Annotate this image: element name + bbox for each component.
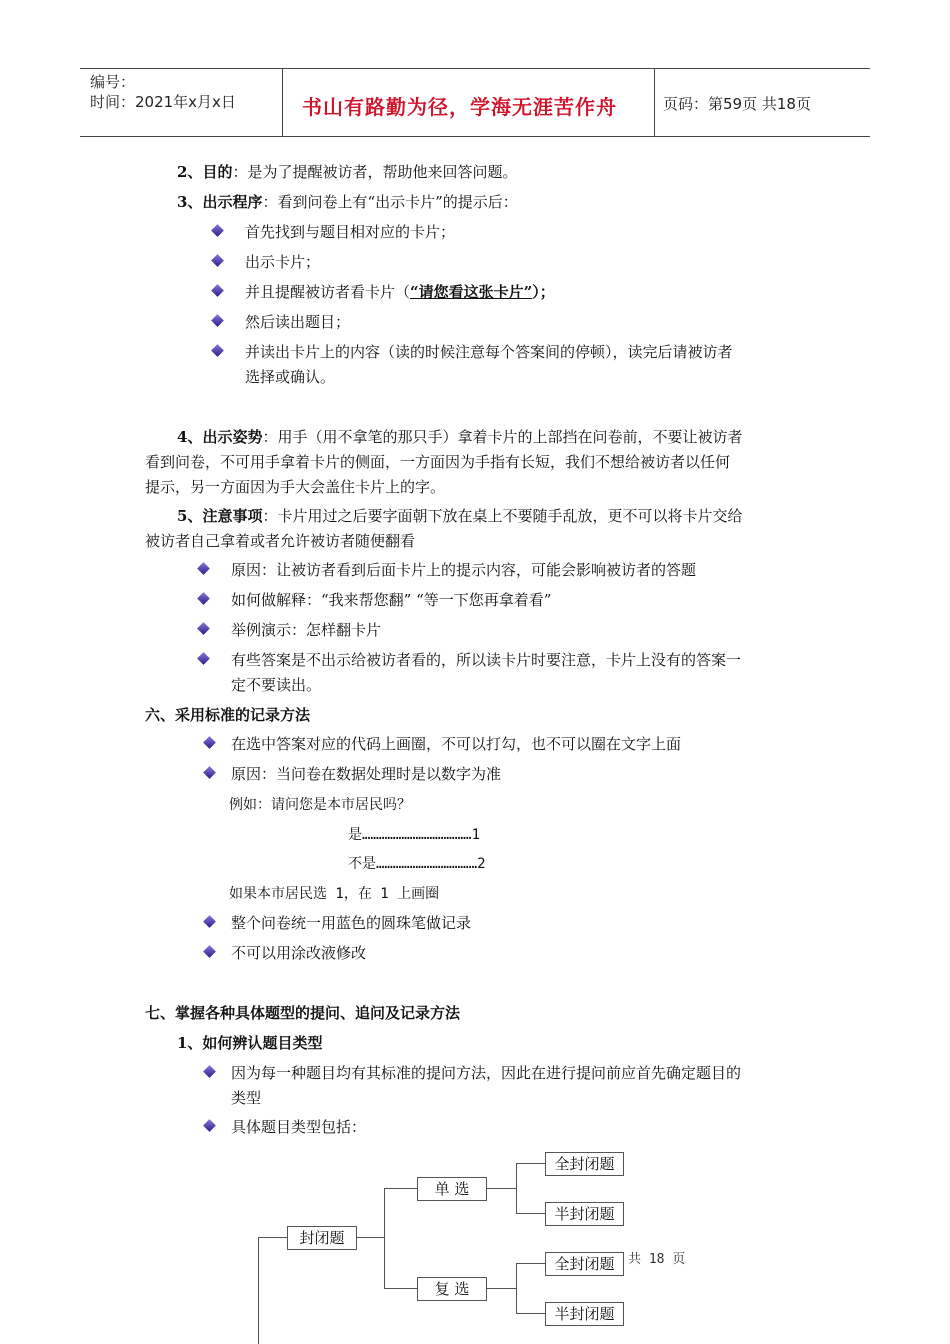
connector-line	[516, 1163, 517, 1213]
list-item: 整个问卷统一用蓝色的圆珠笔做记录	[231, 914, 472, 932]
diamond-bullet-icon	[203, 736, 216, 749]
list-item: 因为每一种题目均有其标准的提问方法，因此在进行提问前应首先确定题目的	[231, 1064, 742, 1082]
node-closed-question: 封闭题	[287, 1226, 357, 1250]
sec3-line	[177, 191, 518, 212]
time-label: 时间：2021年x月x日	[90, 93, 236, 111]
example-option-1: 是…………………………………1	[348, 827, 481, 843]
sec5-num: 5、	[177, 507, 203, 525]
diamond-bullet-icon	[211, 254, 224, 267]
header-motto: 书山有路勤为径，学海无涯苦作舟	[302, 95, 617, 119]
list-item: 然后读出题目；	[245, 313, 351, 331]
diamond-bullet-icon	[197, 562, 210, 575]
connector-line	[384, 1188, 417, 1189]
diamond-bullet-icon	[211, 314, 224, 327]
sec4-line3: 提示，另一方面因为手大会盖住卡片上的字。	[145, 478, 446, 496]
sec4-title: 出示姿势	[202, 428, 263, 446]
list-item: 出示卡片；	[245, 253, 321, 271]
diamond-bullet-icon	[203, 945, 216, 958]
example-question: 例如：请问您是本市居民吗？	[229, 797, 411, 813]
diamond-bullet-icon	[211, 344, 224, 357]
sec3-title: 出示程序	[202, 193, 263, 211]
list-item: 在选中答案对应的代码上画圈，不可以打勾，也不可以圈在文字上面	[231, 735, 682, 753]
node-multi-choice: 复 选	[417, 1277, 487, 1301]
list-item: 不可以用涂改液修改	[231, 944, 367, 962]
sec5-line2: 被访者自己拿着或者允许被访者随便翻看	[145, 532, 416, 550]
item-text: 并且提醒被访者看卡片（	[245, 283, 411, 301]
list-item: 原因：当问卷在数据处理时是以数字为准	[231, 765, 502, 783]
sec6-title: 六、采用标准的记录方法	[145, 706, 311, 724]
sec7-title: 七、掌握各种具体题型的提问、追问及记录方法	[145, 1004, 461, 1022]
card-quote: “请您看这张卡片”	[410, 283, 533, 301]
sec7-sub1: 1、如何辨认题目类型	[177, 1034, 323, 1052]
node-half-closed-2: 半封闭题	[545, 1302, 624, 1326]
sec2-text: ：是为了提醒被访者，帮助他来回答问题。	[232, 163, 518, 181]
sec2-line	[177, 161, 517, 182]
page-header	[80, 68, 870, 137]
connector-line	[486, 1288, 516, 1289]
diamond-bullet-icon	[203, 915, 216, 928]
footer-page-total: 共 18 页	[628, 1252, 686, 1267]
diamond-bullet-icon	[197, 652, 210, 665]
list-item: 并读出卡片上的内容（读的时候注意每个答案间的停顿），读完后请被访者	[245, 343, 733, 361]
node-half-closed-1: 半封闭题	[545, 1202, 624, 1226]
connector-line	[258, 1237, 288, 1238]
connector-line	[516, 1313, 545, 1314]
connector-line	[516, 1213, 545, 1214]
connector-line	[516, 1163, 545, 1164]
example-option-2: 不是………………………………2	[348, 856, 486, 872]
diamond-bullet-icon	[203, 1119, 216, 1132]
sec5-text: ：卡片用过之后要字面朝下放在桌上不要随手乱放，更不可以将卡片交给	[262, 507, 743, 525]
diamond-bullet-icon	[203, 1065, 216, 1078]
diamond-bullet-icon	[203, 766, 216, 779]
serial-label: 编号：	[90, 73, 136, 91]
connector-line	[516, 1263, 545, 1264]
list-item: 举例演示：怎样翻卡片	[231, 621, 382, 639]
list-item: 具体题目类型包括：	[231, 1118, 367, 1136]
connector-line	[356, 1237, 384, 1238]
sec3-text: ：看到问卷上有“出示卡片”的提示后：	[262, 193, 518, 211]
sec5-line1	[177, 505, 742, 526]
connector-line	[516, 1263, 517, 1313]
sec4-line2: 看到问卷，不可用手拿着卡片的侧面，一方面因为手指有长短，我们不想给被访者以任何	[145, 453, 731, 471]
connector-line	[486, 1188, 516, 1189]
header-meta-cell	[80, 69, 283, 136]
connector-line	[384, 1288, 417, 1289]
sec4-text: ：用手（用不拿笔的那只手）拿着卡片的上部挡在问卷前，不要让被访者	[262, 428, 743, 446]
page-label: 页码：第59页 共18页	[663, 95, 811, 113]
sec2-title: 目的	[202, 163, 233, 181]
list-item-continued: 定不要读出。	[231, 676, 322, 694]
list-item: 原因：让被访者看到后面卡片上的提示内容，可能会影响被访者的答题	[231, 561, 697, 579]
diamond-bullet-icon	[197, 592, 210, 605]
node-full-closed-2: 全封闭题	[545, 1252, 624, 1276]
node-single-choice: 单 选	[417, 1177, 487, 1201]
list-item-continued: 选择或确认。	[245, 368, 336, 386]
sec4-num: 4、	[177, 428, 203, 446]
diamond-bullet-icon	[211, 284, 224, 297]
node-full-closed-1: 全封闭题	[545, 1152, 624, 1176]
quote-tail: ）；	[532, 283, 555, 301]
example-note: 如果本市居民选 1，在 1 上画圈	[229, 886, 440, 902]
list-item: 有些答案是不出示给被访者看的，所以读卡片时要注意，卡片上没有的答案一	[231, 651, 742, 669]
diamond-bullet-icon	[197, 622, 210, 635]
header-page-cell	[654, 69, 871, 136]
list-item	[245, 281, 555, 302]
sec4-line1	[177, 426, 742, 447]
list-item: 首先找到与题目相对应的卡片；	[245, 223, 456, 241]
connector-line	[258, 1237, 259, 1344]
sec3-num: 3、	[177, 193, 203, 211]
diamond-bullet-icon	[211, 224, 224, 237]
connector-line	[384, 1188, 385, 1288]
list-item-continued: 类型	[231, 1089, 262, 1107]
sec5-title: 注意事项	[202, 507, 263, 525]
list-item: 如何做解释：“我来帮您翻” “等一下您再拿着看”	[231, 591, 552, 609]
sec2-num: 2、	[177, 163, 203, 181]
